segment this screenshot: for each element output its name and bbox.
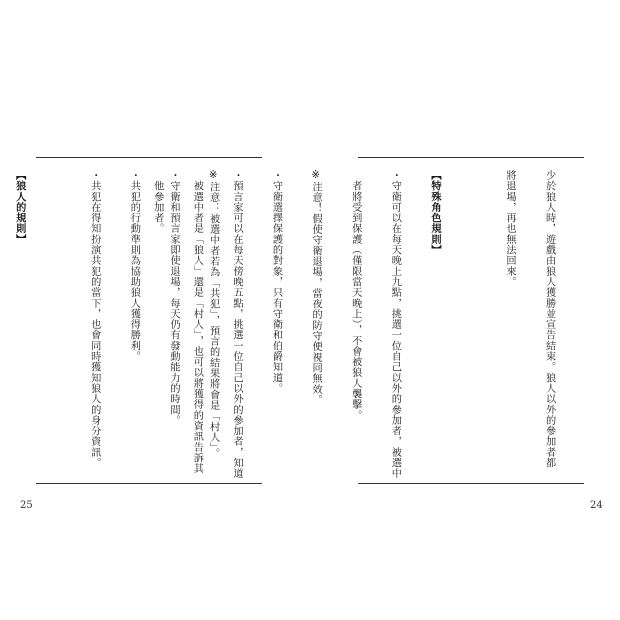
text-line: 少於狼人時，遊戲由狼人獲勝並宣告結束。狼人以外的參加者都 <box>543 170 555 469</box>
page-number: 24 <box>590 500 603 511</box>
section-heading: 【狼人的規則】 <box>13 170 25 245</box>
text-line: ・共犯在得知扮演共犯的當下，也會同時獲知狼人的身分資訊。 <box>88 170 100 469</box>
text-line: ・守衛選擇保護的對象，只有守衛和伯爵知道。 <box>270 170 282 394</box>
text-line: ・守衛和預言家即使退場，每天仍有發動能力的時間。 <box>167 170 179 426</box>
section-heading: 【特殊角色規則】 <box>428 170 440 256</box>
paragraph-gap <box>52 170 61 470</box>
text-line: 將退場，再也無法回來。 <box>503 170 515 288</box>
text-line: 被選中者是「狼人」還是「村人」，也可以將獲得的資訊告訴其 <box>191 170 203 474</box>
top-rule <box>358 157 584 158</box>
page-number: 25 <box>20 500 33 511</box>
text-line: ※注意：被選中者若為「共犯」，預言的結果將會是「村人」。 <box>207 170 219 459</box>
text-line: ・共犯的行動準則為協助狼人獲得勝利。 <box>128 170 140 362</box>
text-line: 者將受到保護（僅限當天晚上），不會被狼人襲擊。 <box>349 170 361 421</box>
text-line: ※注意！假使守衛退場，當夜的防守便視同無效。 <box>310 170 322 406</box>
text-line: ・預言家可以在每天傍晚五點，挑選一位自己以外的參加者，知道 <box>230 170 242 479</box>
top-rule <box>36 157 262 158</box>
text-line: 他參加者。 <box>151 170 163 234</box>
bottom-rule <box>358 483 584 484</box>
paragraph-gap <box>467 170 476 470</box>
right-page-text <box>124 170 582 479</box>
text-line: ・守衛可以在每天晚上九點，挑選一位自己以外的參加者，被選中 <box>389 170 401 479</box>
bottom-rule <box>36 483 262 484</box>
